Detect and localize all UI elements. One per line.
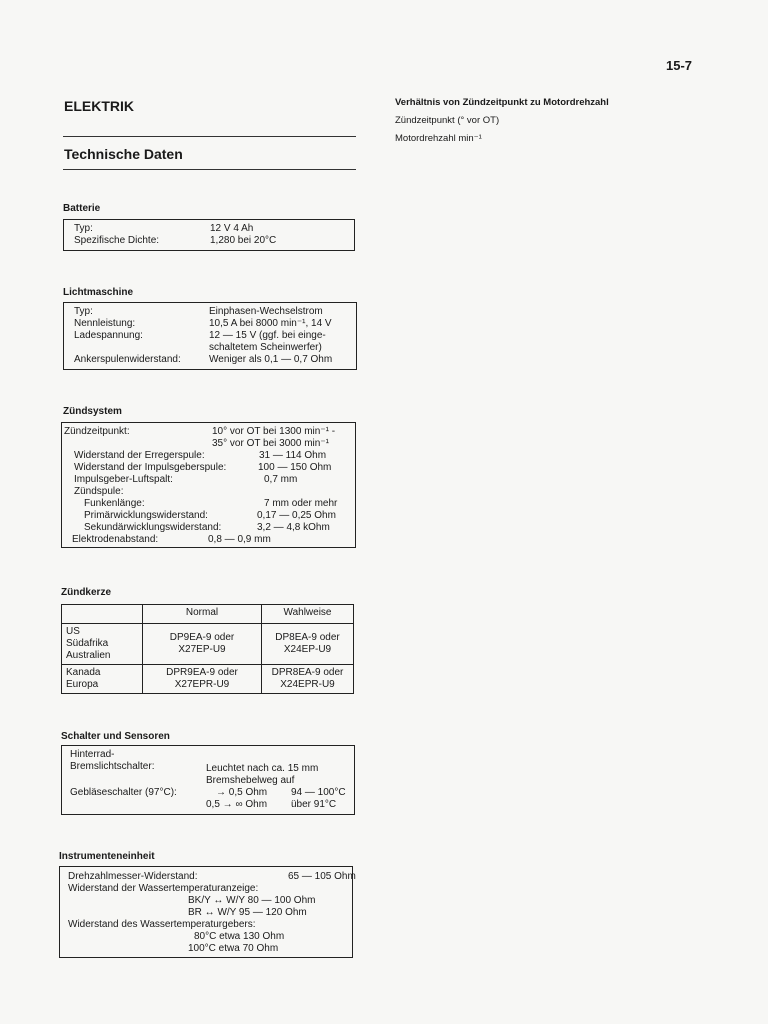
zs-sekundaer-value: 3,2 — 4,8 kOhm <box>257 522 330 533</box>
plug-line: DP8EA-9 oder <box>275 632 340 643</box>
schalter-box <box>61 745 355 815</box>
sch-hinter-label-2: Bremslichtschalter: <box>70 761 155 772</box>
instr-geber-value-2: 100°C etwa 70 Ohm <box>188 943 279 954</box>
batterie-dichte-value: 1,280 bei 20°C <box>210 235 277 246</box>
plug-line: X27EPR-U9 <box>174 679 230 690</box>
plug-line: DPR8EA-9 oder <box>271 667 344 678</box>
lima-typ-value: Einphasen-Wechselstrom <box>209 306 323 317</box>
lima-nenn-label: Nennleistung: <box>74 318 136 329</box>
plug-line: DP9EA-9 oder <box>169 632 235 643</box>
lima-anker-value: Weniger als 0,1 — 0,7 Ohm <box>209 354 333 365</box>
instr-geber-value-1: 80°C etwa 130 Ohm <box>194 931 285 942</box>
instr-anzeige-value-2: BR ↔ W/Y 95 — 120 Ohm <box>188 907 307 918</box>
right-heading: Verhältnis von Zündzeitpunkt zu Motordrehzahl <box>395 97 609 108</box>
table-cell-normal <box>143 624 262 665</box>
right-line-zzp: Zündzeitpunkt (° vor OT) <box>395 115 500 126</box>
table-header-cell: Wahlweise <box>262 605 354 624</box>
table-cell-region <box>62 624 143 665</box>
table-row <box>62 624 354 665</box>
zuendkerze-table <box>61 604 354 694</box>
region-line: Europa <box>66 679 99 690</box>
region-line: Südafrika <box>66 638 109 649</box>
zs-spule-label: Zündspule: <box>74 486 124 497</box>
zuendsystem-box <box>61 422 356 548</box>
region-line: Australien <box>66 650 111 661</box>
instr-drehzahl-label: Drehzahlmesser-Widerstand: <box>68 871 198 882</box>
lima-anker-label: Ankerspulenwiderstand: <box>74 354 181 365</box>
sch-geblaese-r1-ohm: → 0,5 Ohm <box>216 787 268 798</box>
zs-impuls-value: 100 — 150 Ohm <box>258 462 332 473</box>
table-cell-normal <box>143 665 262 694</box>
instr-geber-label: Widerstand des Wassertemperaturgebers: <box>68 919 256 930</box>
zuendkerze-title: Zündkerze <box>61 587 112 598</box>
page-number: 15-7 <box>666 58 693 73</box>
sch-geblaese-r1-temp: 94 — 100°C <box>291 787 346 798</box>
table-header-cell: Normal <box>143 605 262 624</box>
instrumente-box <box>59 866 356 958</box>
plug-line: X24EP-U9 <box>283 644 332 655</box>
title-rule-top <box>63 136 356 137</box>
table-cell-region <box>62 665 143 694</box>
zs-funken-label: Funkenlänge: <box>84 498 145 509</box>
plug-line: X24EPR-U9 <box>280 679 335 690</box>
batterie-dichte-label: Spezifische Dichte: <box>74 235 160 246</box>
instr-drehzahl-value: 65 — 105 Ohm <box>288 871 356 882</box>
table-cell-wahlweise <box>262 624 354 665</box>
table-row <box>62 665 354 694</box>
zs-funken-value: 7 mm oder mehr <box>264 498 338 509</box>
zs-luft-value: 0,7 mm <box>264 474 298 485</box>
lima-typ-label: Typ: <box>74 306 93 317</box>
lichtmaschine-box <box>63 302 357 370</box>
lima-lade-value-2: schaltetem Scheinwerfer) <box>209 342 322 353</box>
instr-anzeige-label: Widerstand der Wassertemperaturanzeige: <box>68 883 259 894</box>
zs-zzp-value-2: 35° vor OT bei 3000 min⁻¹ <box>212 438 329 449</box>
zuendsystem-title: Zündsystem <box>63 406 122 417</box>
chapter-title: ELEKTRIK <box>64 98 134 114</box>
batterie-typ-label: Typ: <box>74 223 93 234</box>
table-header-row <box>62 605 354 624</box>
region-line: Kanada <box>66 667 101 678</box>
lichtmaschine-title: Lichtmaschine <box>63 287 134 298</box>
plug-line: DPR9EA-9 oder <box>166 667 238 678</box>
batterie-box <box>63 219 355 251</box>
sch-geblaese-label: Gebläseschalter (97°C): <box>70 787 177 798</box>
right-line-drehzahl: Motordrehzahl min⁻¹ <box>395 133 482 144</box>
table-header-cell <box>62 605 143 624</box>
zs-zzp-label: Zündzeitpunkt: <box>64 426 130 437</box>
zs-elektro-label: Elektrodenabstand: <box>72 534 159 545</box>
batterie-title: Batterie <box>63 203 101 214</box>
table-cell-wahlweise <box>262 665 354 694</box>
zs-primaer-label: Primärwicklungswiderstand: <box>84 510 208 521</box>
sch-geblaese-r2-ohm: 0,5 → ∞ Ohm <box>206 799 268 810</box>
zs-impuls-label: Widerstand der Impulsgeberspule: <box>74 462 227 473</box>
sch-hinter-label-1: Hinterrad- <box>70 749 115 760</box>
batterie-typ-value: 12 V 4 Ah <box>210 223 254 234</box>
sch-hinter-value-1: Leuchtet nach ca. 15 mm <box>206 763 319 774</box>
zs-sekundaer-label: Sekundärwicklungswiderstand: <box>84 522 222 533</box>
region-line: US <box>66 626 80 637</box>
plug-line: X27EP-U9 <box>178 644 226 655</box>
zs-primaer-value: 0,17 — 0,25 Ohm <box>257 510 336 521</box>
zs-erreger-value: 31 — 114 Ohm <box>259 450 327 461</box>
sch-hinter-value-2: Bremshebelweg auf <box>206 775 295 786</box>
title-rule-bottom <box>63 169 356 170</box>
instrumente-title: Instrumenteneinheit <box>59 851 155 862</box>
instr-anzeige-value-1: BK/Y ↔ W/Y 80 — 100 Ohm <box>188 895 316 906</box>
zs-luft-label: Impulsgeber-Luftspalt: <box>74 474 173 485</box>
section-subtitle: Technische Daten <box>64 146 183 162</box>
zs-elektro-value: 0,8 — 0,9 mm <box>208 534 271 545</box>
zs-zzp-value-1: 10° vor OT bei 1300 min⁻¹ - <box>212 426 336 437</box>
lima-lade-label: Ladespannung: <box>74 330 143 341</box>
lima-nenn-value: 10,5 A bei 8000 min⁻¹, 14 V <box>209 318 332 329</box>
schalter-title: Schalter und Sensoren <box>61 731 170 742</box>
sch-geblaese-r2-temp: über 91°C <box>291 799 337 810</box>
lima-lade-value-1: 12 — 15 V (ggf. bei einge- <box>209 330 326 341</box>
zs-erreger-label: Widerstand der Erregerspule: <box>74 450 205 461</box>
